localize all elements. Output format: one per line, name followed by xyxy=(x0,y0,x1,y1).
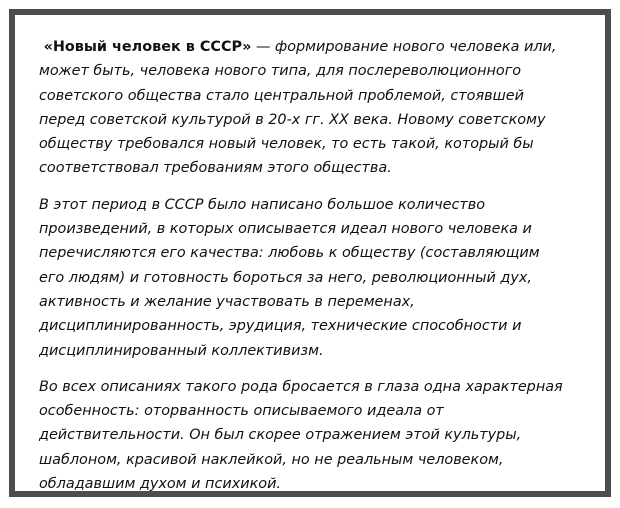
paragraph-conclusion xyxy=(39,375,569,496)
paragraph-intro xyxy=(39,35,569,181)
paragraph-qualities-text: В этот период в СССР было написано большое количество произведений, в которых описывается идеал нового человека и перечисляются его качества: любовь к обществу (составляющим его людям) и готовность бороться за него, революционный дух, активность и желание участвовать в переменах, дисциплинированность, эрудиция, технические способности и дисциплинированный коллективизм. xyxy=(39,196,540,359)
paragraph-lead-term: «Новый человек в СССР» xyxy=(43,39,252,55)
paragraph-qualities xyxy=(39,193,569,363)
document-frame xyxy=(9,9,611,497)
document-body xyxy=(39,35,569,508)
paragraph-intro-text: — формирование нового человека или, может быть, человека нового типа, для послереволюционного советского общества стало центральной проблемой, стоявшей перед советской культурой в 20-х гг. XX века. Новому советскому обществу требовался новый человек, то есть такой, который бы соответствовал требованиям этого общества. xyxy=(39,39,557,177)
paragraph-conclusion-text: Во всех описаниях такого рода бросается в глаза одна характерная особенность: оторванность описываемого идеала от действительности. Он был скорее отражением этой культуры, шаблоном, красивой наклейкой, но не реальным человеком, обладавшим духом и психикой. xyxy=(39,378,563,493)
